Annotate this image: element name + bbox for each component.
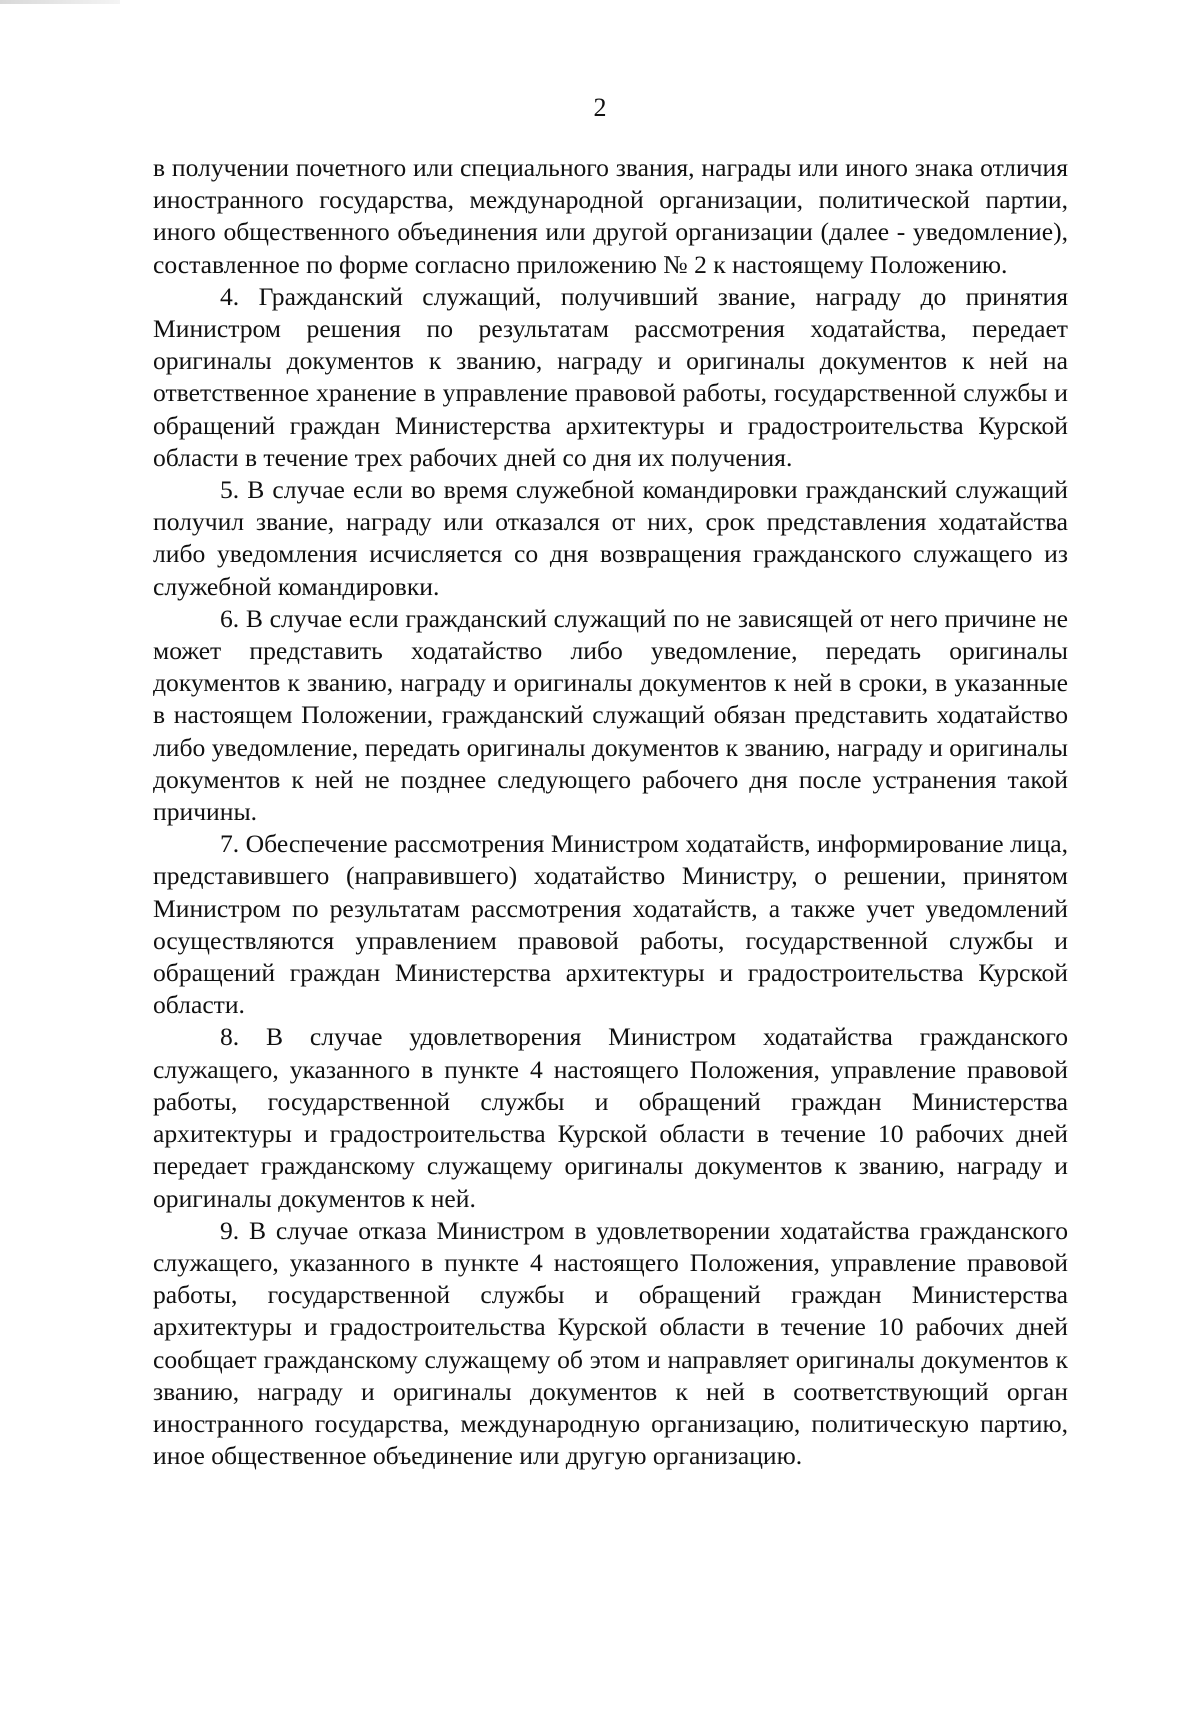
- paragraph-item-9: 9. В случае отказа Министром в удовлетворении ходатайства гражданского служащего, указанного в пункте 4 настоящего Положения, управление правовой работы, государственной службы и обращений граждан Министерства архитектуры и градостроительства Курской области в течение 10 рабочих дней сообщает гражданскому служащему об этом и направляет оригиналы документов к званию, награду и оригиналы документов к ней в соответствующий орган иностранного государства, международную организацию, политическую партию, иное общественное объединение или другую организацию.: [153, 1215, 1068, 1471]
- page-number: 2: [593, 93, 607, 122]
- paragraph-item-4: 4. Гражданский служащий, получивший звание, награду до принятия Министром решения по результатам рассмотрения ходатайства, передает оригиналы документов к званию, награду и оригиналы документов к ней на ответственное хранение в управление правовой работы, государственной службы и обращений граждан Министерства архитектуры и градостроительства Курской области в течение трех рабочих дней со дня их получения.: [153, 281, 1068, 472]
- paragraph-item-8: 8. В случае удовлетворения Министром ходатайства гражданского служащего, указанного в пункте 4 настоящего Положения, управление правовой работы, государственной службы и обращений граждан Министерства архитектуры и градостроительства Курской области в течение 10 рабочих дней передает гражданскому служащему оригиналы документов к званию, награду и оригиналы документов к ней.: [153, 1022, 1068, 1213]
- paragraph-item-6: 6. В случае если гражданский служащий по не зависящей от него причине не может представить ходатайство либо уведомление, передать оригиналы документов к званию, награду и оригиналы документов к ней в сроки, в указанные в настоящем Положении, гражданский служащий обязан представить ходатайство либо уведомление, передать оригиналы документов к званию, награду и оригиналы документов к ней не позднее следующего рабочего дня после устранения такой причины.: [153, 603, 1068, 827]
- paragraph-continuation: в получении почетного или специального звания, награды или иного знака отличия иностранного государства, международной организации, политической партии, иного общественного объединения или другой организации (далее - уведомление), составленное по форме согласно приложению № 2 к настоящему Положению.: [153, 153, 1068, 279]
- paragraph-item-5: 5. В случае если во время служебной командировки гражданский служащий получил звание, награду или отказался от них, срок представления ходатайства либо уведомления исчисляется со дня возвращения гражданского служащего из служебной командировки.: [153, 475, 1068, 601]
- scan-edge-mark: [0, 0, 120, 4]
- paragraph-item-7: 7. Обеспечение рассмотрения Министром ходатайств, информирование лица, представившего (направившего) ходатайство Министру, о решении, принятом Министром по результатам рассмотрения ходатайств, а также учет уведомлений осуществляются управлением правовой работы, государственной службы и обращений граждан Министерства архитектуры и градостроительства Курской области.: [153, 829, 1068, 1020]
- document-body: [153, 152, 1068, 1472]
